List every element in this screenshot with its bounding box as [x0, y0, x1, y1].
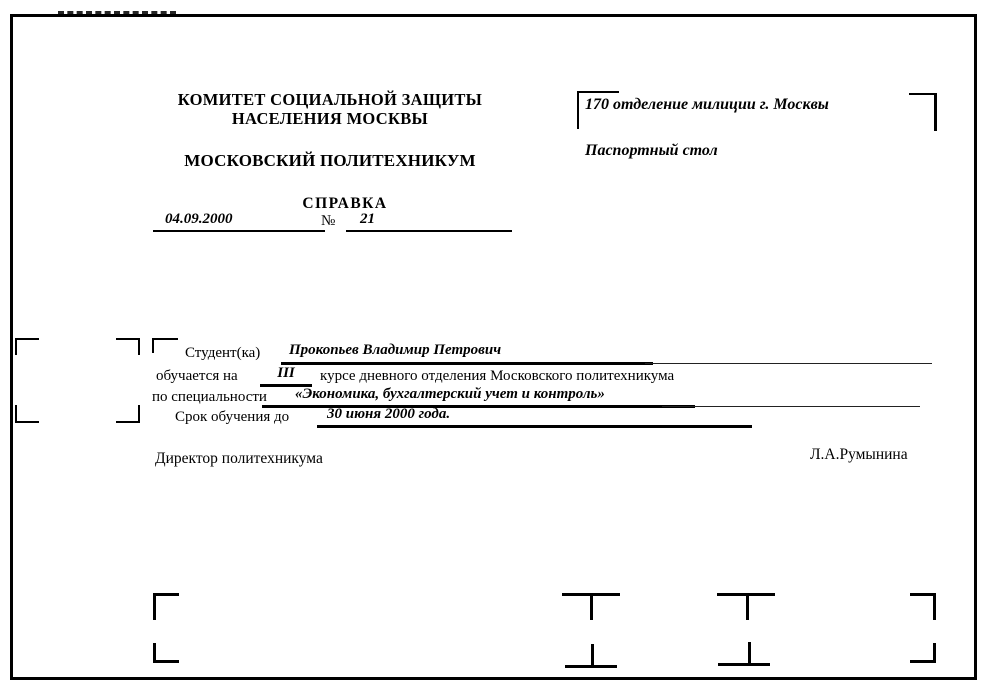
student-name-field: Прокопьев Владимир Петрович: [281, 342, 653, 365]
registration-mark-bottom-right-icon: [116, 405, 140, 423]
crop-mark-bottom-left-top-icon: [153, 593, 179, 620]
registration-mark-bottom-left-icon: [15, 405, 39, 423]
course-field: III: [260, 365, 312, 387]
letterhead-organization: МОСКОВСКИЙ ПОЛИТЕХНИКУМ: [184, 151, 476, 170]
fold-mark-center-bottom-icon: [565, 641, 617, 668]
paragraph-corner-mark-icon: [152, 338, 178, 353]
letterhead-committee-line1: КОМИТЕТ СОЦИАЛЬНОЙ ЗАЩИТЫ: [177, 90, 483, 109]
specialty-field: «Экономика, бухгалтерский учет и контроль»: [262, 386, 695, 408]
crop-mark-bottom-right-bottom-icon: [910, 643, 936, 663]
fold-mark-center-top-icon: [562, 593, 620, 622]
specialty-label: по специальности: [152, 389, 267, 405]
fold-mark-right-top-icon: [717, 593, 775, 620]
scan-artifact: [58, 11, 176, 14]
course-prefix: обучается на: [156, 368, 238, 384]
number-field: 21: [346, 211, 512, 232]
signature-title: Директор политехникума: [155, 450, 323, 467]
date-field: 04.09.2000: [153, 211, 325, 232]
crop-mark-bottom-left-bottom-icon: [153, 643, 179, 663]
registration-mark-top-right-icon: [116, 338, 140, 355]
course-suffix: курсе дневного отделения Московского политехникума: [320, 368, 675, 384]
letterhead-committee-line2: НАСЕЛЕНИЯ МОСКВЫ: [231, 109, 429, 128]
fold-mark-right-bottom-icon: [718, 639, 770, 666]
student-label: Студент(ка): [185, 345, 261, 361]
crop-mark-bottom-right-top-icon: [910, 593, 936, 620]
blank-line-continuation: [645, 363, 932, 364]
number-sign: №: [321, 213, 336, 229]
crop-mark-top-right-icon: [909, 93, 937, 131]
signature-name: Л.А.Румынина: [810, 446, 908, 463]
document-title: СПРАВКА: [302, 195, 388, 212]
addressee-line1: 170 отделение милиции г. Москвы: [585, 96, 829, 113]
term-label: Срок обучения до: [175, 409, 290, 425]
registration-mark-top-left-icon: [15, 338, 39, 355]
addressee-line2: Паспортный стол: [585, 142, 718, 159]
term-field: 30 июня 2000 года.: [317, 406, 752, 428]
